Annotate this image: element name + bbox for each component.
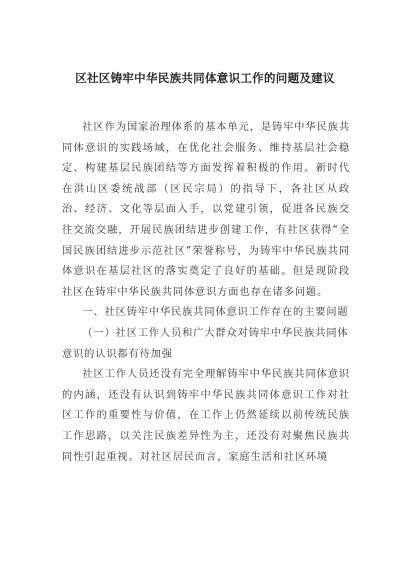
subsection-paragraph: 社区工作人员还没有完全理解铸牢中华民族共同体意识的内涵，还没有认识到铸牢中华民族共同体意识工作对社区工作的重要性与价值，在工作上仍然延续以前传统民族工作思路，以关注民族差异性为主，还没有对聚焦民族共同性引起重视。对社区居民而言，家庭生活和社区环境 bbox=[62, 369, 350, 463]
subsection-heading: （一）社区工作人员和广大群众对铸牢中华民族共同体意识的认识都有待加强 bbox=[62, 327, 349, 360]
document-body bbox=[62, 118, 350, 468]
section-heading: 一、社区铸牢中华民族共同体意识工作存在的主要问题 bbox=[82, 307, 349, 319]
intro-paragraph: 社区作为国家治理体系的基本单元，是铸牢中华民族共同体意识的实践场域，在优化社会服务、维持基层社会稳定、构建基层民族团结等方面发挥着积极的作用。新时代在洪山区委统战部（区民宗局）的指导下，各社区从政治、经济、文化等层面入手，以党建引领，促进各民族交往交流交融，开展民族团结进步创建工作，有社区获得“全国民族团结进步示范社区”荣誉称号，为铸牢中华民族共同体意识在基层社区的落实奠定了良好的基础。但是现阶段社区在铸牢中华民族共同体意识方面也存在诸多问题。 bbox=[62, 122, 350, 298]
document-title: 区社区铸牢中华民族共同体意识工作的问题及建议 bbox=[75, 71, 335, 85]
